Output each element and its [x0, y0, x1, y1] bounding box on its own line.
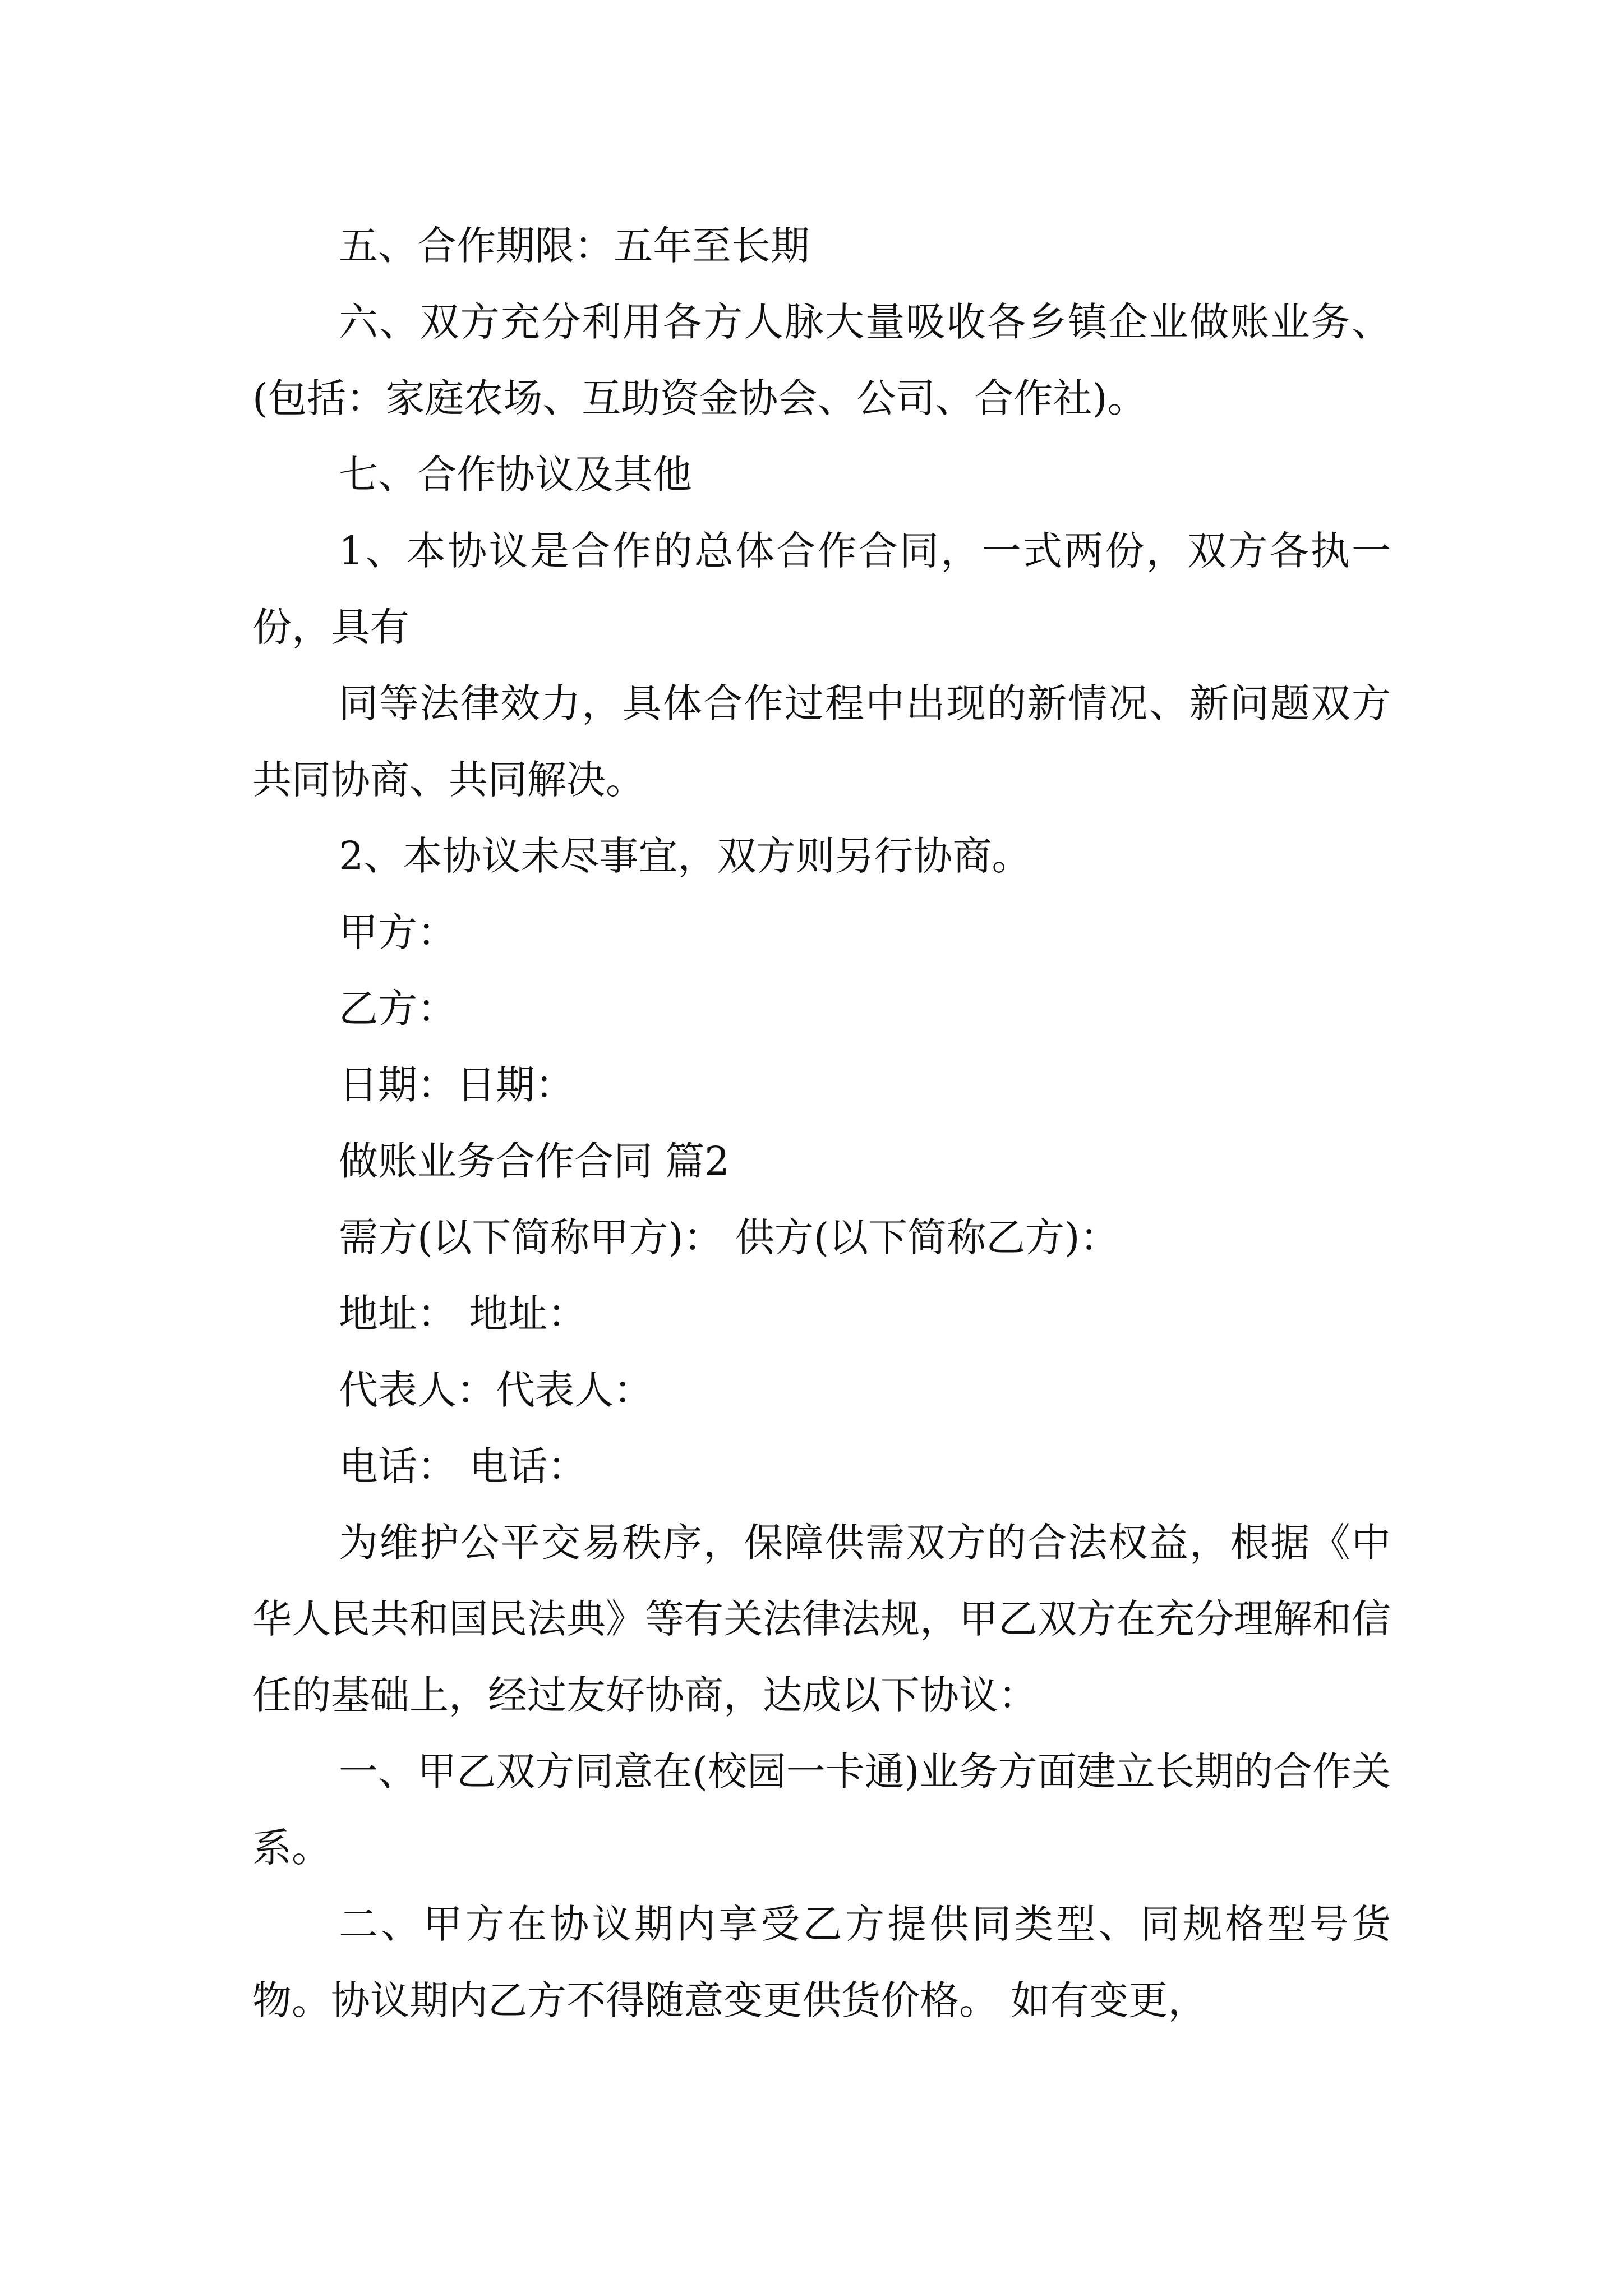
clause-item-1-continued: 同等法律效力，具体合作过程中出现的新情况、新问题双方共同协商、共同解决。 [252, 680, 1391, 803]
article-2: 二、甲方在协议期内享受乙方提供同类型、同规格型号货物。协议期内乙方不得随意变更供货价格。 如有变更， [252, 1901, 1391, 2023]
address-line: 地址： 地址： [339, 1291, 587, 1337]
party-a-signature-line: 甲方： [339, 909, 457, 955]
phone-line: 电话： 电话： [339, 1443, 587, 1489]
party-b-signature-line: 乙方： [339, 986, 457, 1032]
date-line: 日期：日期： [339, 1062, 574, 1108]
preamble-paragraph: 为维护公平交易秩序，保障供需双方的合法权益，根据《中华人民共和国民法典》等有关法律法规，甲乙双方在充分理解和信任的基础上，经过友好协商，达成以下协议： [252, 1520, 1391, 1718]
parties-line: 需方(以下简称甲方)： 供方(以下简称乙方)： [339, 1214, 1119, 1260]
document-body [252, 208, 1391, 2039]
clause-client-acquisition: 六、双方充分利用各方人脉大量吸收各乡镇企业做账业务、(包括：家庭农场、互助资金协会、公司、合作社)。 [252, 299, 1391, 421]
clause-item-2: 2、本协议未尽事宜，双方则另行协商。 [339, 833, 1031, 879]
clause-item-1: 1、本协议是合作的总体合作合同，一式两份，双方各执一份，具有 [252, 528, 1391, 650]
article-1: 一、甲乙双方同意在(校园一卡通)业务方面建立长期的合作关系。 [252, 1749, 1391, 1871]
clause-agreement-other-heading: 七、合作协议及其他 [339, 452, 692, 498]
clause-cooperation-term: 五、合作期限：五年至长期 [339, 223, 810, 269]
section-title-contract-2: 做账业务合作合同 篇2 [339, 1138, 730, 1184]
representative-line: 代表人：代表人： [339, 1367, 653, 1413]
